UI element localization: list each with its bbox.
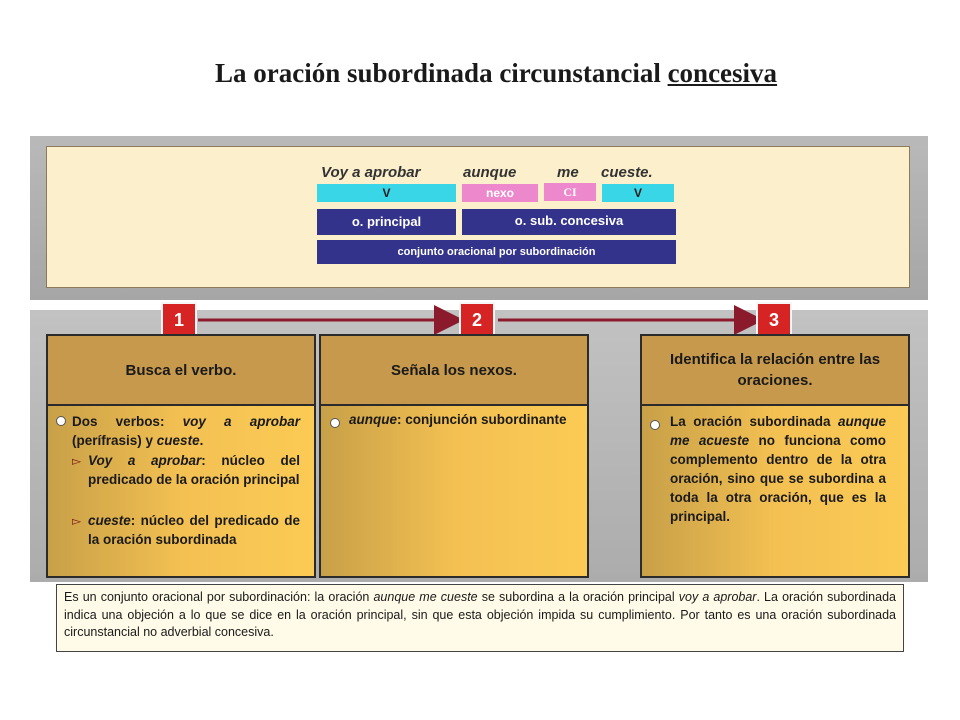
- bullet-icon: [56, 416, 66, 426]
- subordinate-bar: o. sub. concesiva: [462, 209, 676, 235]
- sentence-word-verb2: cueste.: [601, 164, 653, 181]
- step-card-2: [319, 334, 589, 578]
- principal-bar: o. principal: [317, 209, 456, 235]
- step1-intro: Dos verbos: voy a aprobar (perífrasis) y cueste.: [72, 414, 300, 448]
- subordinate-type: concesiva: [560, 213, 624, 228]
- step-badge-3: 3: [756, 302, 792, 338]
- step-card-1: [46, 334, 316, 578]
- sentence-word-nexo: aunque: [463, 164, 517, 181]
- tag-v1: V: [317, 184, 456, 202]
- step-heading-1: Busca el verbo.: [48, 336, 314, 406]
- step2-item: aunque: conjunción subordinante: [349, 412, 567, 427]
- sentence-word-verb1: Voy a aprobar: [321, 164, 421, 181]
- title-underlined-word: concesiva: [667, 58, 778, 88]
- bullet-icon: [330, 418, 340, 428]
- step1-sub1: Voy a aprobar: núcleo del predicado de la oración principal: [88, 453, 301, 487]
- tag-v2: V: [602, 184, 674, 202]
- tag-nexo: nexo: [462, 184, 538, 202]
- bullet-icon: [650, 420, 660, 430]
- step-card-3: [640, 334, 910, 578]
- step-heading-3: Identifica la relación entre las oraciones.: [642, 336, 908, 406]
- conjunto-bar: conjunto oracional por subordinación: [317, 240, 676, 264]
- step-heading-2: Señala los nexos.: [321, 336, 587, 406]
- page-title: La oración subordinada circunstancial concesiva: [215, 58, 778, 88]
- tag-ci: CI: [544, 183, 596, 201]
- sentence-word-ci: me: [557, 164, 579, 181]
- step-badge-1: 1: [161, 302, 197, 338]
- sub-arrow-icon: ▻: [72, 454, 82, 468]
- step1-sub2: cueste: núcleo del predicado de la oración subordinada: [88, 513, 300, 547]
- summary-box: Es un conjunto oracional por subordinación: la oración aunque me cueste se subordina a la oración principal voy a aprobar. La oración subordinada indica una objeción a lo que se dice en la oración principal, sin que esta objeción impida su cumplimiento. Por tanto es una oración subordinada circunstancial no adverbial concesiva.: [56, 584, 904, 652]
- sub-arrow-icon: ▻: [72, 514, 82, 528]
- step-badge-2: 2: [459, 302, 495, 338]
- step3-text: La oración subordinada aunque me acueste no funciona como complemento dentro de la otra oración, sino que se subordina a toda la otra oración, que es la principal.: [670, 414, 887, 524]
